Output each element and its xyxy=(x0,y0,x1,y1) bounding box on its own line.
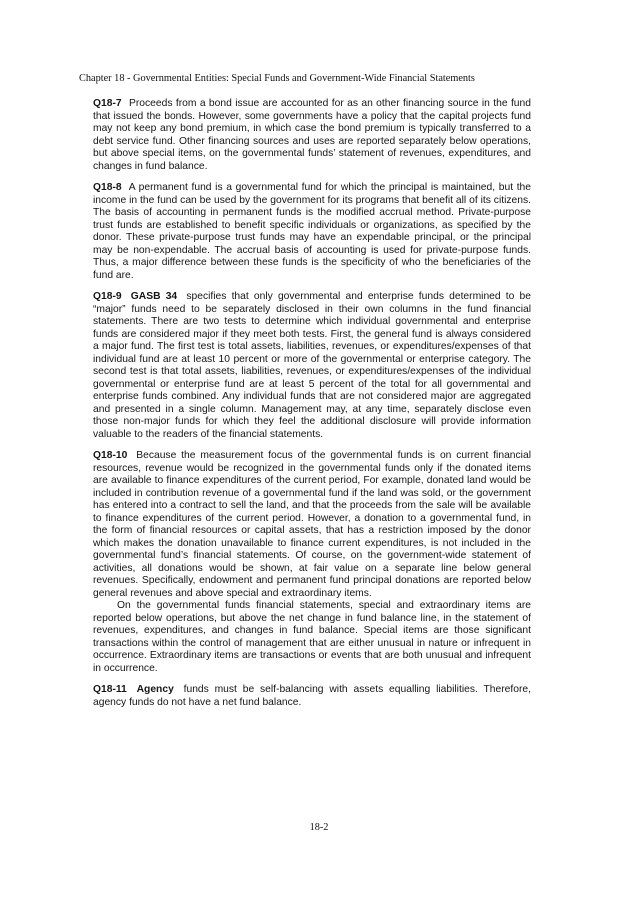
question-id: Q18-11 xyxy=(93,684,127,695)
answer-text: Because the measurement focus of the governmental funds is on current financial resources, revenue would be recognized in the governmental funds only if the donated items are available to finance expenditures of the current period, For example, donated land would be included in contribution revenue of a governmental fund if the land was sold, or the government has entered into a contract to sell the land, and that the proceeds from the sale will be available to finance expenditures of the current period. However, a donation to a governmental fund, in the form of financial resources or capital assets, that has a restriction imposed by the donor which makes the donation unavailable to finance current expenditures, is not included in the governmental fund’s financial statements. Of course, on the government-wide statement of activities, all donations would be shown, at fair value on a separate line below general revenues. Specifically, endowment and permanent fund principal donations are reported below general revenues and above special and extraordinary items. xyxy=(93,450,531,599)
answer-q18-11 xyxy=(93,684,531,709)
page-number: 18-2 xyxy=(309,822,329,833)
answer-q18-7 xyxy=(93,98,531,173)
question-id: Q18-7 xyxy=(93,98,122,109)
answer-text: specifies that only governmental and enterprise funds determined to be “major” funds need to be separately disclosed in their own columns in the fund financial statements. There are two tests to determine which individual governmental and enterprise funds are considered major if they meet both tests. First, the general fund is always considered a major fund. The first test is total assets, liabilities, revenues, or expenditures/expenses of that individual fund are at least 10 percent or more of the governmental or enterprise category. The second test is that total assets, liabilities, revenues, or expenditures/expenses of the individual governmental or enterprise fund are at least 5 percent of the total for all governmental and enterprise funds combined. Any individual funds that are not considered major are aggregated and presented in a single column. Management may, at any time, separately disclose even those non-major funds for which they feel the additional disclosure will provide information valuable to the readers of the financial statements. xyxy=(93,291,531,440)
question-id: Q18-8 xyxy=(93,182,122,193)
answer-q18-8 xyxy=(93,182,531,282)
bold-lead: GASB 34 xyxy=(130,291,178,302)
answer-q18-10 xyxy=(93,450,531,600)
answers-body xyxy=(93,98,531,718)
answer-q18-10-continuation xyxy=(93,600,531,675)
bold-lead: Agency xyxy=(136,684,174,695)
answer-q18-9 xyxy=(93,291,531,441)
answer-text: Proceeds from a bond issue are accounted for as an other financing source in the fund that issued the bonds. However, some governments have a policy that the capital projects fund may not keep any bond premium, in which case the bond premium is typically transferred to a debt service fund. Other financing sources and uses are reported separately below operations, but above special items, on the governmental funds’ statement of revenues, expenditures, and changes in fund balance. xyxy=(93,98,531,172)
answer-text: On the governmental funds financial statements, special and extraordinary items are reported below operations, but above the net change in fund balance line, in the statement of revenues, expenditures, and changes in fund balance. Special items are those significant transactions within the control of management that are either unusual in nature or infrequent in occurrence. Extraordinary items are transactions or events that are both unusual and infrequent in occurrence. xyxy=(93,600,531,674)
question-id: Q18-9 xyxy=(93,291,122,302)
answer-text: A permanent fund is a governmental fund for which the principal is maintained, but the income in the fund can be used by the government for its programs that benefit all of its citizens. The basis of accounting in permanent funds is the modified accrual method. Private-purpose trust funds are established to benefit specific individuals or organizations, as specified by the donor. These private-purpose trust funds may have an expendable principal, or the principal may be non-expendable. The accrual basis of accounting is used for private-purpose funds. Thus, a major difference between these funds is the specificity of who the beneficiaries of the fund are. xyxy=(93,182,532,281)
answer-text: funds must be self-balancing with assets equalling liabilities. Therefore, agency funds do not have a net fund balance. xyxy=(93,684,531,708)
question-id: Q18-10 xyxy=(93,450,128,461)
chapter-header: Chapter 18 - Governmental Entities: Special Funds and Government-Wide Financial Statements xyxy=(79,73,475,84)
